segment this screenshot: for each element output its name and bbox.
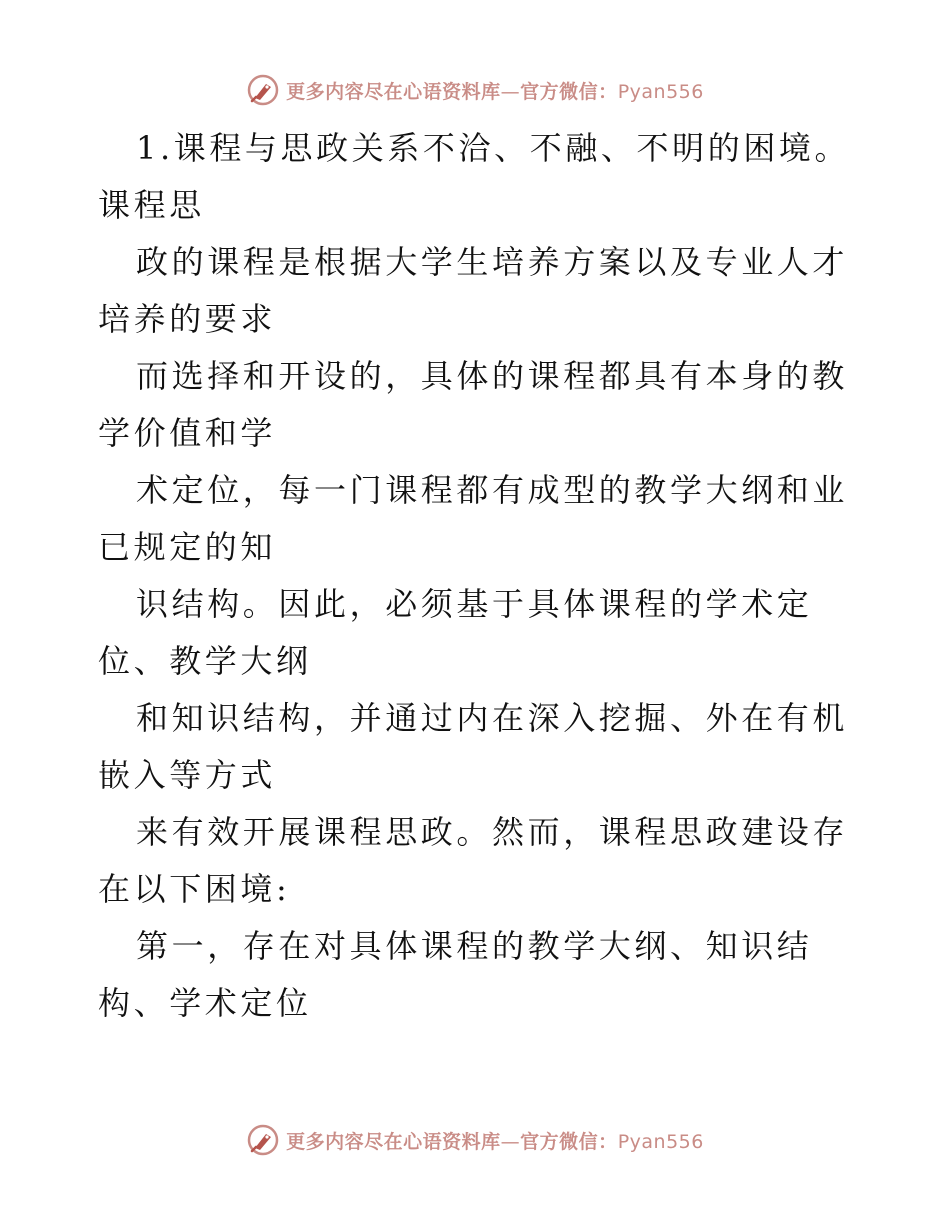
paragraph: 术定位，每一门课程都有成型的教学大纲和业已规定的知 (98, 471, 849, 566)
paragraph: 来有效开展课程思政。然而，课程思政建设存在以下困境: (98, 813, 849, 908)
paragraph: 而选择和开设的，具体的课程都具有本身的教学价值和学 (98, 357, 849, 452)
paragraph: 政的课程是根据大学生培养方案以及专业人才培养的要求 (98, 243, 849, 338)
pen-nib-logo-icon (246, 73, 280, 107)
paragraph: 和知识结构，并通过内在深入挖掘、外在有机嵌入等方式 (98, 699, 849, 794)
paragraph: 1.课程与思政关系不洽、不融、不明的困境。课程思 (98, 129, 851, 224)
header-watermark (0, 70, 950, 110)
paragraph: 识结构。因此，必须基于具体课程的学术定位、教学大纲 (98, 585, 813, 680)
document-body (98, 120, 858, 1032)
watermark-text: 更多内容尽在心语资料库—官方微信：Pyan556 (286, 80, 704, 103)
paragraph: 第一，存在对具体课程的教学大纲、知识结构、学术定位 (98, 927, 813, 1022)
pen-nib-logo-icon (246, 1123, 280, 1157)
watermark-text: 更多内容尽在心语资料库—官方微信：Pyan556 (286, 1130, 704, 1153)
footer-watermark (0, 1120, 950, 1160)
